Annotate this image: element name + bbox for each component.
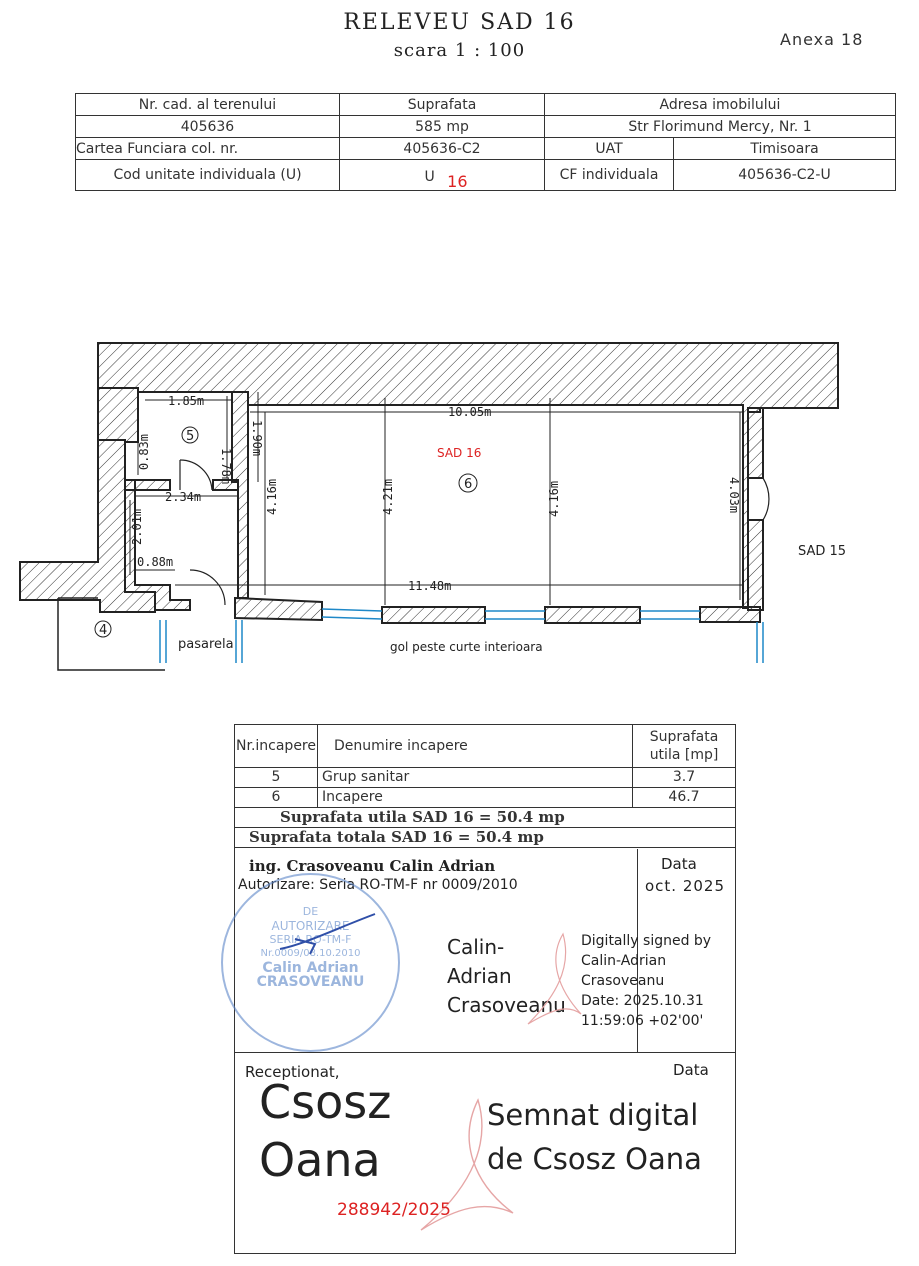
- cod-value: 16: [447, 171, 468, 191]
- total-utila: Suprafata utila SAD 16 = 50.4 mp: [235, 807, 735, 827]
- header-suprafata: Suprafata: [340, 94, 545, 116]
- pdf-signature-mark-1: [523, 929, 583, 1029]
- date-label-2: Data: [673, 1061, 709, 1079]
- receptionat-label: Receptionat,: [245, 1063, 340, 1081]
- row-6-area: 46.7: [633, 787, 736, 807]
- header-suprafata-line1: Suprafata: [649, 728, 719, 745]
- header-cf-individuala: CF individuala: [545, 160, 674, 191]
- dim-4-16-a: 4.16m: [265, 478, 279, 515]
- scale-label: scara 1 : 100: [393, 40, 526, 61]
- suprafata-value: 585 mp: [340, 116, 545, 138]
- header-denumire: [318, 725, 633, 767]
- header-adresa: Adresa imobilului: [545, 94, 896, 116]
- pasarela-label: pasarela: [178, 637, 234, 652]
- row-6-name: Incapere: [318, 787, 633, 807]
- room-4-number: 4: [99, 623, 108, 638]
- dim-0-88: 0.88m: [137, 555, 174, 569]
- header-nr-cad: Nr. cad. al terenului: [76, 94, 340, 116]
- signer-line-1: Calin-: [447, 935, 505, 959]
- digital-signature-details: [581, 931, 711, 1031]
- surface-table-block: [234, 724, 736, 1254]
- stamp-line-6: CRASOVEANU: [256, 974, 365, 990]
- dim-2-34: 2.34m: [165, 490, 202, 504]
- dsig-line-5: 11:59:06 +02'00': [581, 1013, 704, 1029]
- header-suprafata-line2: utila [mp]: [649, 746, 719, 763]
- date-label: Data: [661, 855, 697, 873]
- dim-1-78: 1.78m: [219, 448, 233, 485]
- adresa-value: Str Florimund Mercy, Nr. 1: [545, 116, 896, 138]
- receiver-line-1: Csosz: [259, 1075, 392, 1129]
- signer-line-2: Adrian: [447, 964, 512, 988]
- receiver-line-2: Oana: [259, 1133, 381, 1187]
- row-6-nr: 6: [235, 787, 318, 807]
- surface-table: [235, 725, 735, 848]
- header-carte-funciara: Cartea Funciara col. nr.: [76, 138, 340, 160]
- dim-4-21: 4.21m: [381, 478, 395, 515]
- dsig-line-4: Date: 2025.10.31: [581, 993, 704, 1009]
- table-row: [235, 767, 735, 787]
- document-title: RELEVEU SAD 16: [343, 10, 576, 35]
- gol-label: gol peste curte interioara: [390, 640, 543, 654]
- dim-11-48: 11.48m: [408, 579, 452, 593]
- dimension-lines: [130, 392, 742, 605]
- room-5-number: 5: [186, 429, 195, 444]
- signer-line-3: Crasoveanu: [447, 993, 566, 1017]
- cod-unitate-cell: [340, 160, 545, 191]
- neighbor-sad-15: SAD 15: [798, 544, 847, 559]
- nr-cad-value: 405636: [76, 116, 340, 138]
- engineer-signature: [275, 909, 385, 969]
- date-value: oct. 2025: [645, 877, 726, 895]
- row-5-nr: 5: [235, 767, 318, 787]
- unit-label-sad-16: SAD 16: [437, 446, 482, 460]
- property-info-table: [75, 93, 896, 191]
- header-nr-incapere: Nr.incapere: [235, 725, 318, 767]
- dim-10-05: 10.05m: [448, 405, 492, 419]
- table-row: [235, 787, 735, 807]
- stamp-line-3: SERIA RO-TM-F: [269, 933, 352, 946]
- header-denumire-text: Denumire incapere: [334, 737, 468, 754]
- stamp-line-4: Nr.0009/08.10.2010: [260, 948, 361, 959]
- total-totala: Suprafata totala SAD 16 = 50.4 mp: [235, 827, 735, 847]
- semnat-line-1: Semnat digital: [487, 1098, 699, 1132]
- reception-section: [235, 1053, 735, 1253]
- carte-funciara-value: 405636-C2: [340, 138, 545, 160]
- floor-plan: [0, 330, 919, 680]
- registration-number: 288942/2025: [337, 1200, 451, 1220]
- dim-4-03: 4.03m: [727, 477, 741, 514]
- digital-signed-by: [487, 1093, 702, 1181]
- header-cod-unitate: Cod unitate individuala (U): [76, 160, 340, 191]
- uat-value: Timisoara: [674, 138, 896, 160]
- authorization: Autorizare: Seria RO-TM-F nr 0009/2010: [238, 877, 518, 893]
- header-suprafata-utila: [633, 725, 736, 767]
- dim-2-01: 2.01m: [130, 508, 144, 545]
- receiver-name: [259, 1073, 391, 1189]
- header-uat: UAT: [545, 138, 674, 160]
- cf-individuala-value: 405636-C2-U: [674, 160, 896, 191]
- row-5-area: 3.7: [633, 767, 736, 787]
- row-5-name: Grup sanitar: [318, 767, 633, 787]
- room-6-number: 6: [464, 477, 473, 492]
- dsig-line-3: Crasoveanu: [581, 973, 665, 989]
- annex-label: Anexa 18: [780, 30, 864, 49]
- stamp-line-5: Calin Adrian: [262, 960, 359, 976]
- dsig-line-2: Calin-Adrian: [581, 953, 667, 969]
- engineer-section: [235, 849, 735, 1052]
- dim-1-90: 1.90m: [250, 420, 264, 457]
- semnat-line-2: de Csosz Oana: [487, 1142, 702, 1176]
- cod-prefix: U: [424, 168, 435, 185]
- engineer-name: ing. Crasoveanu Calin Adrian: [249, 857, 496, 875]
- dsig-line-1: Digitally signed by: [581, 933, 712, 949]
- stamp-line-2: AUTORIZARE: [271, 919, 350, 933]
- dim-1-85: 1.85m: [168, 394, 205, 408]
- dim-0-83: 0.83m: [137, 434, 151, 471]
- dim-4-16-b: 4.16m: [547, 480, 561, 517]
- stamp-line-1: DE: [302, 905, 319, 918]
